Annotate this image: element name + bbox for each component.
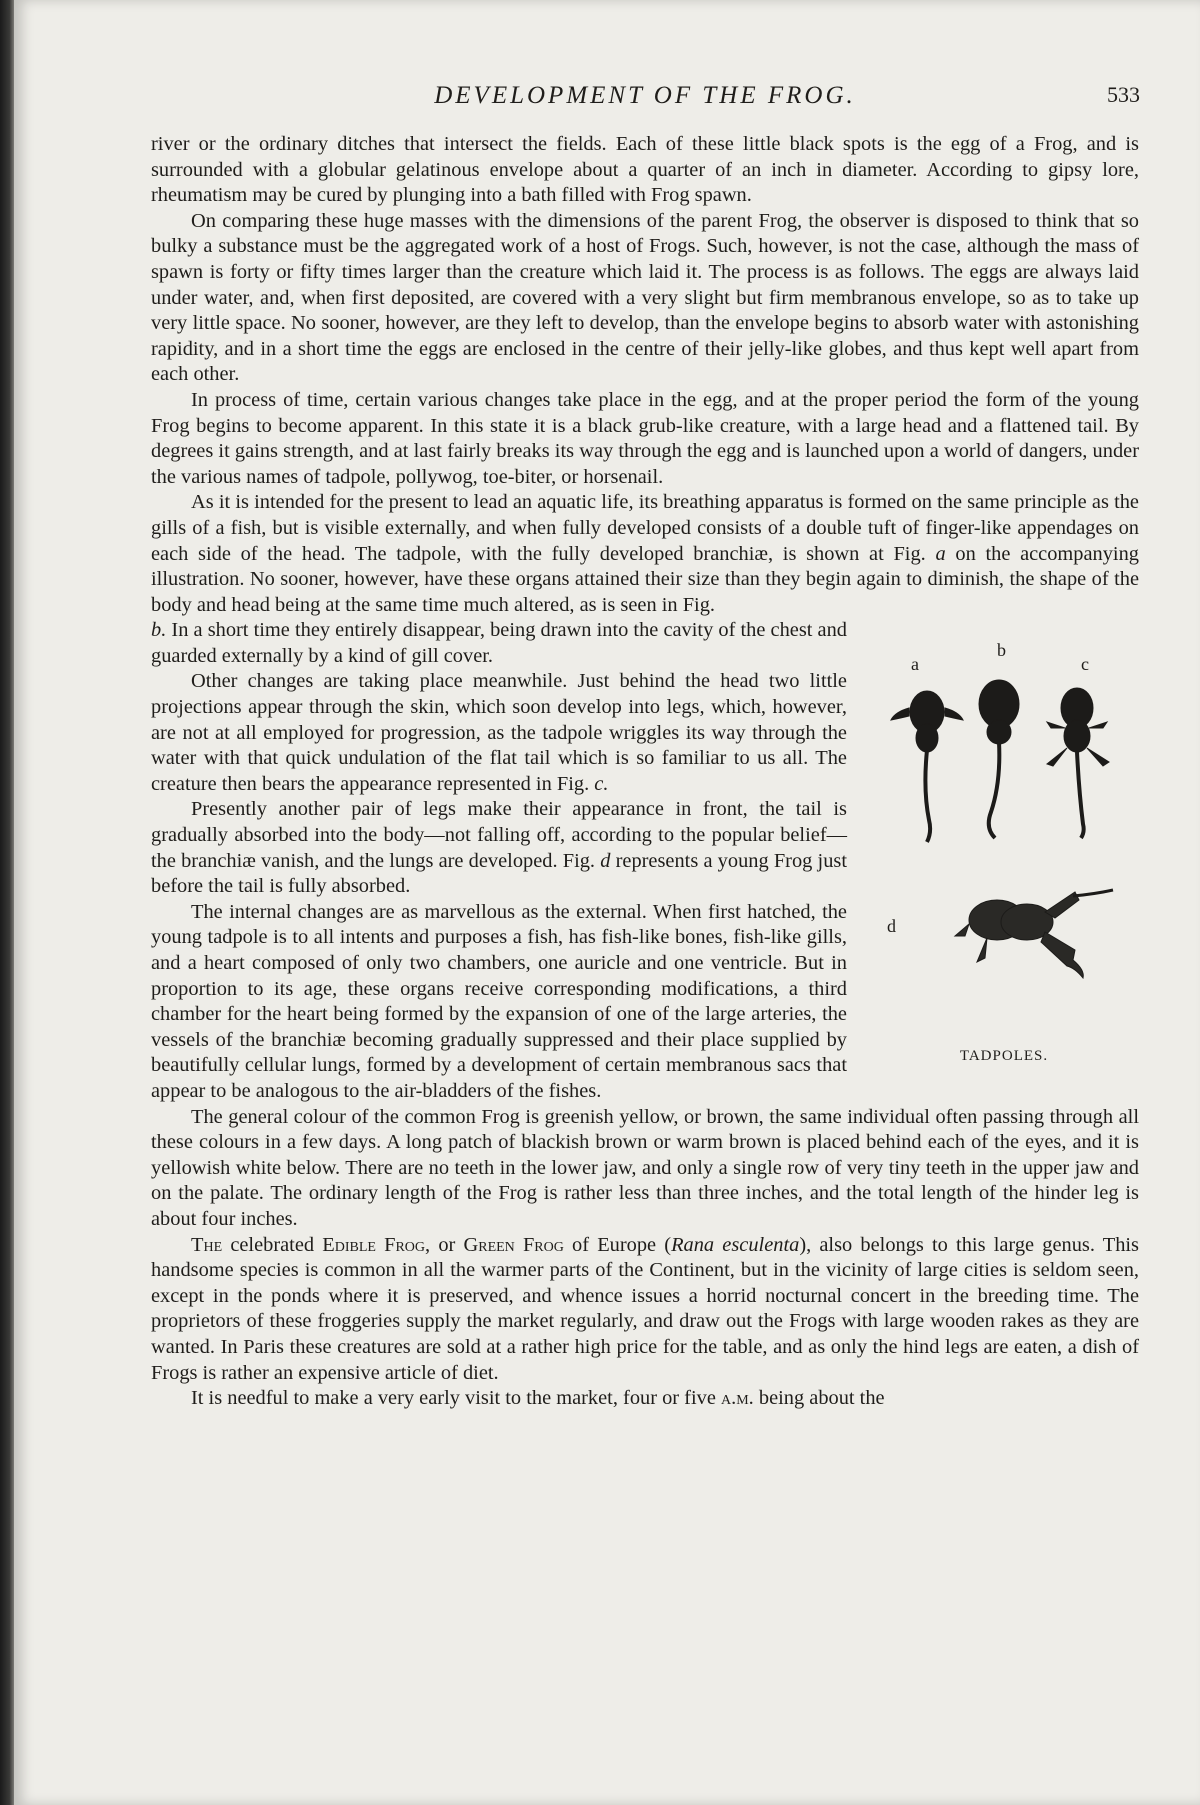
article-body [151,132,1139,1412]
paragraph-5-text: Other changes are taking place meanwhile. Just behind the head two little projections appear through the skin, which soon develop into legs, which, however, are not at all employed for progression, as the tadpole wriggles its way through the water with that quick undulation of the flat tail which is so familiar to us all. The creature then bears the appearance represented in Fig. [151,670,847,795]
tadpoles-figure [869,624,1139,1064]
figure-caption: TADPOLES. [959,1048,1049,1065]
small-caps-am: a.m. [721,1387,754,1410]
fig-ref-a: a [935,542,946,565]
paragraph-8: The general colour of the common Frog is greenish yellow, or brown, the same individual often passing through all these colours in a few days. A long patch of blackish brown or warm brown is placed behind each of the eyes, and it is yellowish white below. There are no teeth in the lower jaw, and only a single row of very tiny teeth in the upper jaw and on the palate. The ordinary length of the Frog is rather less than three inches, and the total length of the hinder leg is about four inches. [151,1105,1139,1230]
paragraph-9 [151,1233,1139,1387]
fig-ref-b: b. [151,619,167,642]
paragraph-3: In process of time, certain various changes take place in the egg, and at the proper period the form of the young Frog begins to become apparent. In this state it is a black grub-like creature, with a large head and a flattened tail. By degrees it gains strength, and at last fairly breaks its way through the egg and is launched upon a world of dangers, under the various names of tadpole, pollywog, toe-biter, or horsenail. [151,388,1139,488]
figure-label-b: b [997,640,1006,661]
figure-label-d: d [887,916,896,937]
page-number: 533 [1107,82,1140,107]
paragraph-1: river or the ordinary ditches that intersect the fields. Each of these little black spots is the egg of a Frog, and is surrounded with a globular gelatinous envelope about a quarter of an inch in diameter. According to gipsy lore, rheumatism may be cured by plunging into a bath filled with Frog spawn. [151,133,1139,207]
page-header [150,82,1140,112]
paragraph-7: The internal changes are as marvellous as the external. When first hatched, the young tadpole is to all intents and purposes a fish, has fish-like bones, fish-like gills, and a heart composed of only two chambers, one auricle and one ventricle. But in proportion to its age, these organs receive corresponding modifications, a third chamber for the heart being formed by the expansion of one of the large arteries, the vessels of the branchiæ becoming gradually suppressed and their place supplied by beautifully cellular lungs, formed by a development of certain membranous sacs that appear to be analogous to the air-bladders of the fishes. [151,900,847,1102]
small-caps-green-frog: Green Frog [463,1233,564,1256]
paragraph-4 [151,490,1139,618]
paragraph-4-text: As it is intended for the present to lead an aquatic life, its breathing apparatus is formed on the same principle as the gills of a fish, but is visible externally, and when fully developed consists of a double tuft of finger-like appendages on each side of the head. The tadpole, with the fully developed branchiæ, is shown at Fig. [151,491,1139,565]
paragraph-10-text-a: It is needful to make a very early visit to the market, four or five [191,1387,716,1410]
paragraph-6-text: Presently another pair of legs make their appearance in front, the tail is gradually absorbed into the body—not falling off, according to the popular belief—the branchiæ vanish, and the lungs are developed. Fig. [151,798,847,872]
fig-ref-d: d [600,849,611,872]
figure-label-c: c [1081,654,1089,675]
small-caps-edible-frog: Edible Frog, [322,1233,431,1256]
species-name: Rana esculenta [671,1233,800,1256]
paragraph-4-text-b: on the accompanying illustration. No sooner, however, have these organs attained their size than they begin again to diminish, the shape of the body and head being at the same time much altered, as is seen in Fig. [151,542,1139,616]
paragraph-9-text-c: of Europe ( [572,1233,672,1256]
tadpole-c-drawing [1047,688,1109,838]
paragraph-4-text-c: In a short time they entirely disappear, being drawn into the cavity of the chest and guarded externally by a kind of gill cover. [151,619,847,667]
running-title: DEVELOPMENT OF THE FROG. [434,82,856,109]
paragraph-6-text-b: represents a young Frog just before the tail is fully absorbed. [151,849,847,898]
figure-label-a: a [911,654,919,675]
young-frog-d-drawing [955,890,1113,978]
paragraph-9-text-d: ), also belongs to this large genus. This handsome species is common in all the warmer parts of the Continent, but in the vicinity of large cities is seldom seen, except in the ponds where it is preserved, and whence issues a horrid nocturnal concert in the breeding time. The proprietors of these froggeries supply the market regularly, and draw out the Frogs with large wooden rakes as they are wanted. In Paris these creatures are sold at a rather high price for the table, and as only the hind legs are eaten, a dish of Frogs is rather an expensive article of diet. [151,1233,1139,1384]
paragraph-2: On comparing these huge masses with the dimensions of the parent Frog, the observer is disposed to think that so bulky a substance must be the aggregated work of a host of Frogs. Such, however, is not the case, although the mass of spawn is forty or fifty times larger than the creature which laid it. The process is as follows. The eggs are always laid under water, and, when first deposited, are covered with a very slight but firm membranous envelope, so as to take up very little space. No sooner, however, are they left to develop, than the envelope begins to absorb water with astonishing rapidity, and in a short time the eggs are enclosed in the centre of their jelly-like globes, and thus kept well apart from each other. [151,209,1139,386]
tadpoles-illustration [869,624,1139,1044]
paragraph-10-text-b: being about the [758,1387,885,1410]
paragraph-9-text-b: or [438,1233,456,1256]
paragraph-9-text-a: celebrated [230,1233,315,1256]
tadpole-b-drawing [979,680,1019,838]
small-caps-the: The [191,1233,223,1256]
tadpole-a-drawing [891,691,963,842]
paragraph-10 [151,1386,1139,1412]
fig-ref-c: c. [594,772,609,795]
